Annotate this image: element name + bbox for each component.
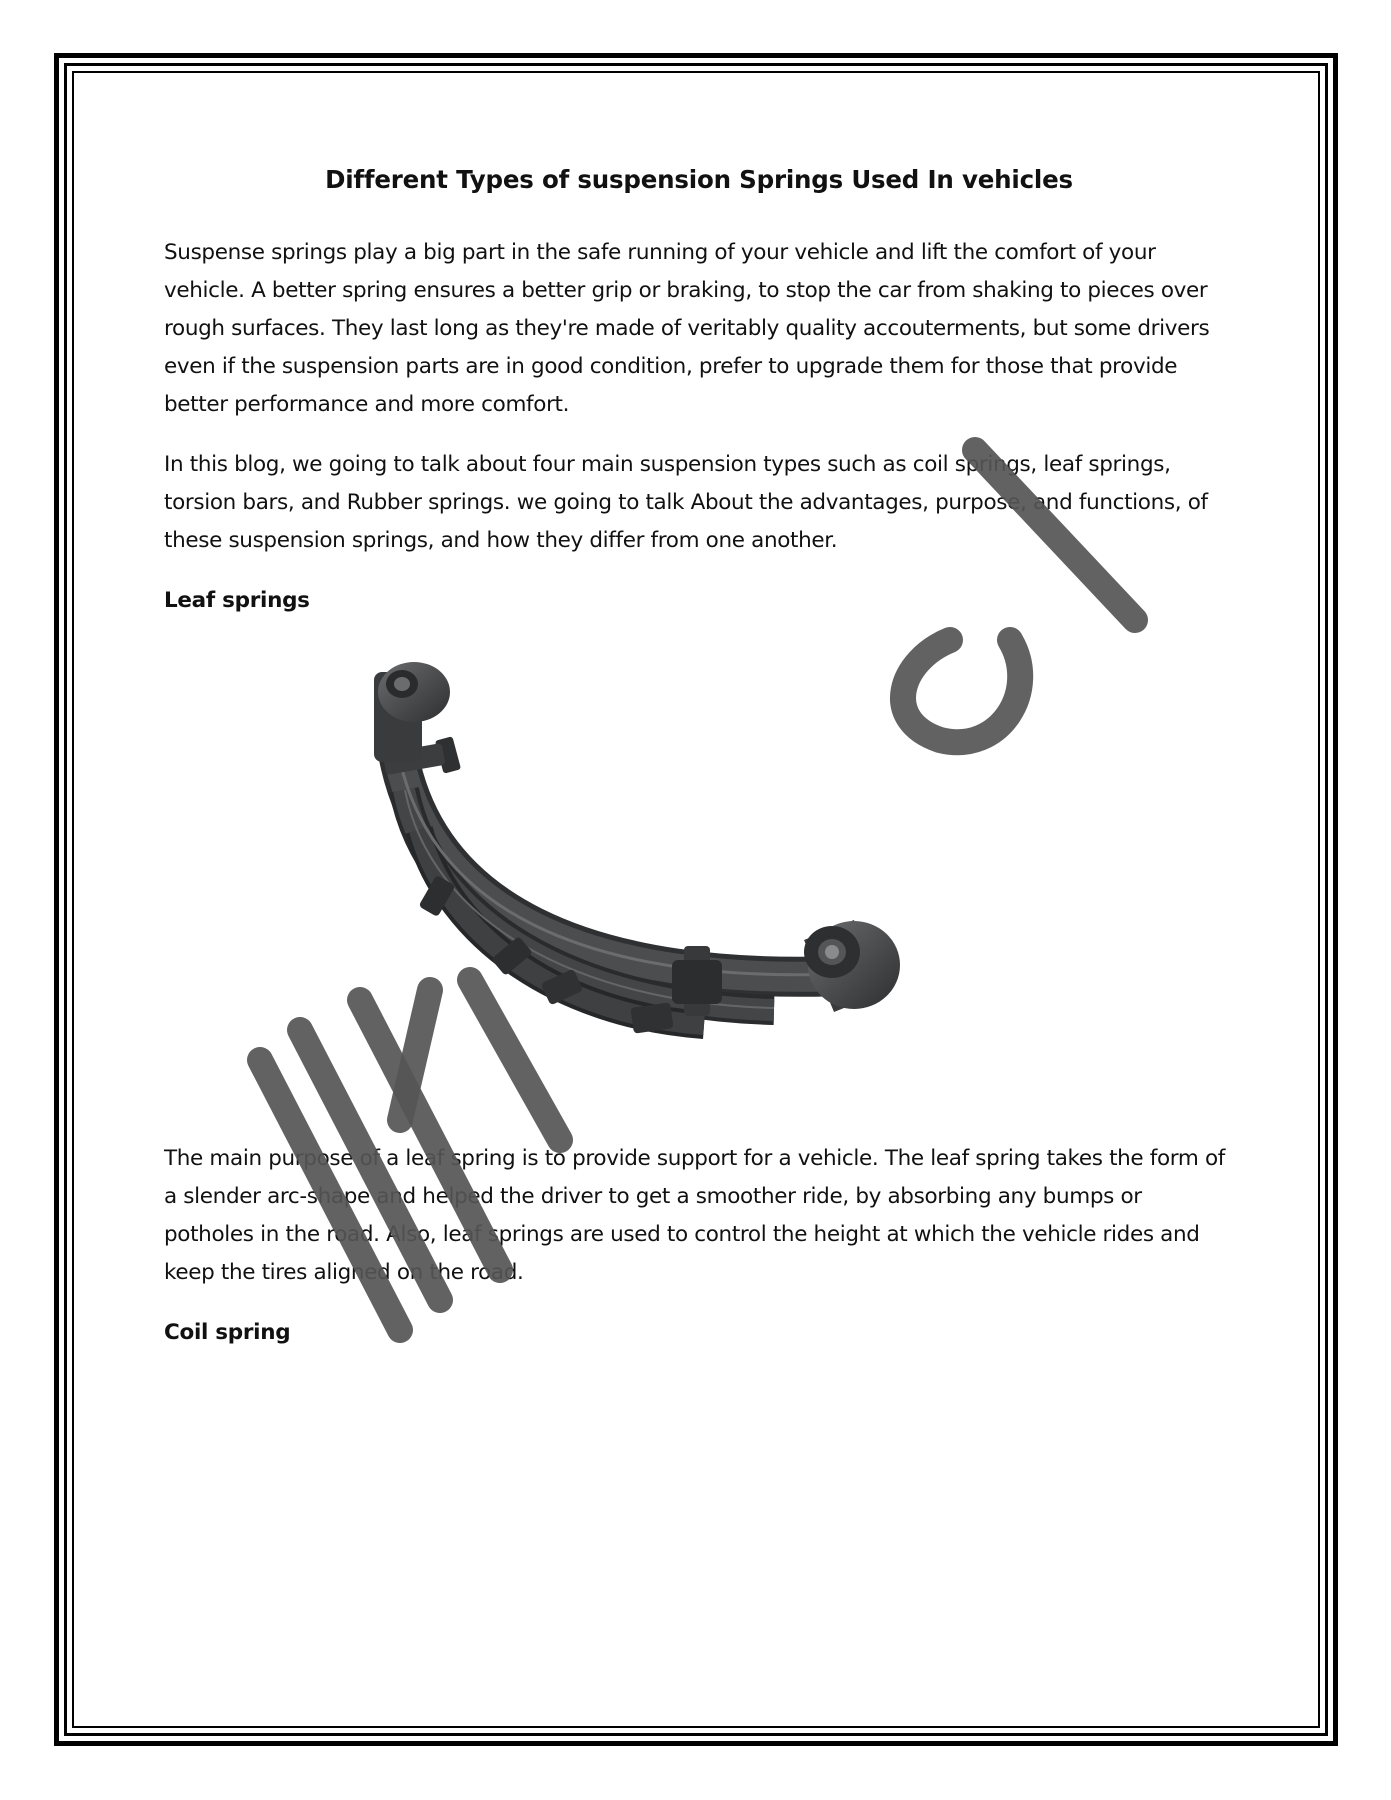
section-heading-coil-spring: Coil spring	[164, 1320, 291, 1345]
section-heading-leaf-springs: Leaf springs	[164, 588, 310, 613]
intro-paragraph: Suspense springs play a big part in the safe running of your vehicle and lift the comfort of your vehicle. A better spring ensures a better grip or braking, to stop the car from shaking to pieces over rough surfaces. They last long as they're made of veritably quality accouterments, but some drivers even if the suspension parts are in good condition, prefer to upgrade them for those that provide better performance and more comfort.	[164, 240, 1210, 417]
leaf-spring-paragraph: The main purpose of a leaf spring is to provide support for a vehicle. The leaf spring takes the form of a slender arc-shape and helped the driver to get a smoother ride, by absorbing any bumps or potholes in the road. Also, leaf springs are used to control the height at which the vehicle rides and keep the tires aligned on the road.	[164, 1146, 1226, 1285]
overview-paragraph: In this blog, we going to talk about four main suspension types such as coil springs, leaf springs, torsion bars, and Rubber springs. we going to talk About the advantages, purpose, and functions, of these suspension springs, and how they differ from one another.	[164, 452, 1208, 553]
document-title: Different Types of suspension Springs Used In vehicles	[325, 165, 1073, 194]
leaf-spring-figure	[164, 620, 1234, 1140]
spring-eye-bottom	[804, 920, 900, 1012]
leaf-spring-illustration	[164, 620, 1234, 1140]
spring-leaves	[396, 738, 864, 1025]
document-body	[164, 165, 1234, 1352]
